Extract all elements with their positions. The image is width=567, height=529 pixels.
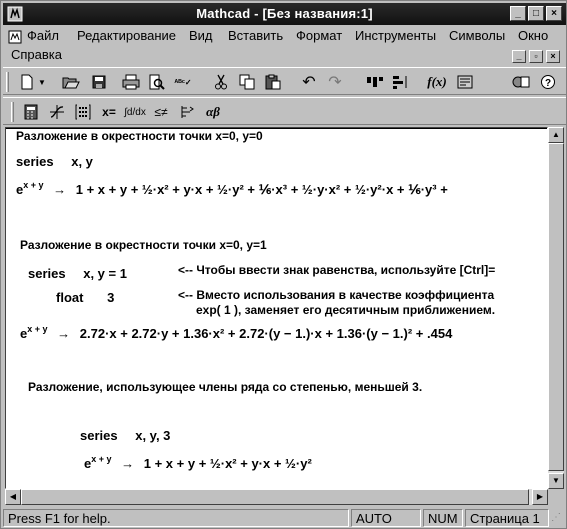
exp-power: x + y: [27, 324, 48, 334]
insert-function-button[interactable]: [427, 72, 447, 92]
title-bar[interactable]: [3, 3, 566, 25]
exp-power: x + y: [23, 180, 44, 190]
symbolic-arrow: →: [53, 182, 67, 197]
help-button[interactable]: [539, 72, 559, 92]
programming-icon: [179, 104, 195, 120]
series-command-2[interactable]: [28, 266, 127, 281]
close-button[interactable]: [546, 6, 562, 21]
insert-unit-button[interactable]: [455, 72, 475, 92]
note-equals[interactable]: <-- Чтобы ввести знак равенства, используйте [Ctrl]=: [178, 263, 496, 277]
resource-center-button[interactable]: [511, 72, 531, 92]
print-icon: [122, 74, 140, 90]
symbolic-arrow: →: [121, 456, 135, 471]
copy-icon: [239, 74, 255, 90]
menu-symbols[interactable]: Символы: [449, 28, 506, 43]
float-args: 3: [107, 290, 115, 305]
document-icon[interactable]: [8, 30, 22, 44]
chevron-left-icon: ◀: [9, 492, 17, 501]
resource-center-icon: [512, 74, 530, 90]
menu-edit[interactable]: Редактирование: [77, 28, 177, 43]
matrix-button[interactable]: [73, 102, 93, 122]
scroll-down-button[interactable]: [548, 473, 564, 489]
align-horizontal-button[interactable]: [365, 72, 385, 92]
menu-insert[interactable]: Вставить: [228, 28, 284, 43]
series-args: x, y: [71, 154, 93, 169]
copy-button[interactable]: [237, 72, 257, 92]
menu-file[interactable]: Файл: [27, 28, 59, 43]
heading-2[interactable]: Разложение в окрестности точки x=0, y=1: [20, 238, 267, 252]
minimize-button[interactable]: [510, 6, 526, 21]
exp-power: x + y: [91, 454, 112, 464]
calculator-icon: [24, 104, 38, 120]
maximize-button[interactable]: [528, 6, 544, 21]
series-result-2[interactable]: [20, 324, 452, 341]
menu-bar: [3, 27, 566, 65]
worksheet[interactable]: [5, 127, 548, 489]
new-icon: [20, 74, 34, 90]
series-command-3[interactable]: [80, 428, 170, 443]
result-terms: 1 + x + y + ½·x² + y·x + ½·y² + ⅙·x³ + ½·y·x² + ½·y²·x + ⅙·y³ +: [75, 182, 448, 197]
greek-button[interactable]: [203, 102, 223, 122]
float-command[interactable]: [56, 290, 114, 305]
window-title: Mathcad - [Без названия:1]: [196, 6, 373, 21]
exp-base: e: [84, 456, 92, 471]
open-icon: [62, 75, 80, 89]
series-keyword: series: [28, 266, 66, 281]
insert-unit-icon: [457, 75, 473, 89]
series-keyword: series: [16, 154, 54, 169]
evaluation-button[interactable]: [99, 102, 119, 122]
print-button[interactable]: [121, 72, 141, 92]
resize-grip-icon[interactable]: ⋰: [551, 512, 561, 523]
undo-icon: ↶: [302, 74, 316, 91]
series-args: x, y, 3: [135, 428, 171, 443]
chevron-right-icon: ▶: [536, 492, 544, 501]
chevron-down-icon: ▼: [38, 77, 46, 87]
align-horizontal-icon: [366, 75, 384, 89]
paste-button[interactable]: [263, 72, 283, 92]
menu-window[interactable]: Окно: [518, 28, 549, 43]
series-args: x, y = 1: [83, 266, 127, 281]
evaluation-icon: x=: [102, 105, 116, 119]
scroll-right-button[interactable]: [532, 489, 548, 505]
heading-1[interactable]: Разложение в окрестности точки x=0, y=0: [16, 129, 263, 143]
close-icon: ×: [551, 8, 557, 19]
open-button[interactable]: [61, 72, 81, 92]
greek-icon: αβ: [206, 104, 220, 119]
align-vertical-button[interactable]: [391, 72, 411, 92]
save-icon: [92, 75, 106, 89]
boolean-icon: ≤≠: [154, 105, 168, 119]
series-result-1[interactable]: [16, 180, 448, 198]
cut-button[interactable]: [211, 72, 231, 92]
doc-restore-button[interactable]: ▫: [529, 50, 543, 63]
vertical-scrollbar[interactable]: [548, 127, 564, 489]
note-float-2[interactable]: exp( 1 ), заменяет его десятичным приближением.: [196, 303, 496, 317]
vertical-scroll-thumb[interactable]: [548, 143, 564, 471]
doc-close-button[interactable]: ×: [546, 50, 560, 63]
menu-view[interactable]: Вид: [189, 28, 213, 43]
maximize-icon: □: [532, 8, 540, 19]
symbolic-arrow: →: [57, 326, 71, 341]
print-preview-icon: [149, 74, 165, 90]
graph-button[interactable]: [47, 102, 67, 122]
math-toolbar: [3, 97, 566, 125]
exp-base: e: [20, 326, 28, 341]
status-num: NUM: [423, 509, 463, 527]
chevron-up-icon: ▲: [552, 130, 560, 139]
status-mode: AUTO: [351, 509, 421, 527]
programming-button[interactable]: [177, 102, 197, 122]
toolbar-grip[interactable]: [6, 72, 9, 92]
undo-button[interactable]: [299, 72, 319, 92]
series-result-3[interactable]: [84, 454, 312, 471]
boolean-button[interactable]: [151, 102, 171, 122]
heading-3[interactable]: Разложение, использующее члены ряда со степенью, меньшей 3.: [28, 380, 423, 394]
redo-icon: ↷: [328, 74, 342, 91]
standard-toolbar: [3, 67, 566, 95]
save-button[interactable]: [89, 72, 109, 92]
scroll-up-button[interactable]: [548, 127, 564, 143]
scroll-left-button[interactable]: [5, 489, 21, 505]
insert-function-icon: f(x): [427, 74, 447, 89]
spell-check-button[interactable]: [173, 72, 193, 92]
scroll-corner: [548, 489, 564, 505]
menu-format[interactable]: Формат: [296, 28, 343, 43]
new-dropdown-button[interactable]: [37, 72, 47, 92]
align-vertical-icon: [392, 75, 410, 89]
print-preview-button[interactable]: [147, 72, 167, 92]
minimize-icon: _: [515, 8, 521, 19]
spell-check-icon: ᴬᴮᶜ✓: [174, 77, 192, 87]
horizontal-scrollbar[interactable]: [5, 489, 548, 505]
calculator-button[interactable]: [21, 102, 41, 122]
result-terms: 2.72·x + 2.72·y + 1.36·x² + 2.72·(y − 1.)·x + 1.36·(y − 1.)² + .454: [79, 326, 453, 341]
series-command-1[interactable]: [16, 154, 93, 169]
doc-minimize-button[interactable]: _: [512, 50, 526, 63]
graph-icon: [49, 104, 65, 120]
svg-text:?: ?: [544, 78, 552, 89]
paste-icon: [265, 74, 281, 90]
status-page: Страница 1: [465, 509, 549, 527]
help-icon: [540, 74, 558, 90]
status-help: Press F1 for help.: [3, 509, 349, 527]
calculus-button[interactable]: [125, 102, 145, 122]
menu-help[interactable]: Справка: [11, 47, 62, 62]
matrix-icon: [75, 104, 91, 120]
horizontal-scroll-thumb[interactable]: [21, 489, 529, 505]
note-float-1[interactable]: <-- Вместо использования в качестве коэффициента: [178, 288, 495, 302]
exp-base: e: [16, 182, 24, 197]
menu-tools[interactable]: Инструменты: [355, 28, 437, 43]
calculus-icon: ∫d/dx: [124, 106, 146, 118]
result-terms: 1 + x + y + ½·x² + y·x + ½·y²: [143, 456, 312, 471]
toolbar-grip[interactable]: [11, 102, 14, 122]
series-keyword: series: [80, 428, 118, 443]
status-bar: [3, 508, 566, 528]
cut-icon: [215, 74, 227, 90]
float-keyword: float: [56, 290, 84, 305]
new-button[interactable]: [17, 72, 37, 92]
chevron-down-icon: ▼: [552, 476, 560, 485]
redo-button[interactable]: [325, 72, 345, 92]
